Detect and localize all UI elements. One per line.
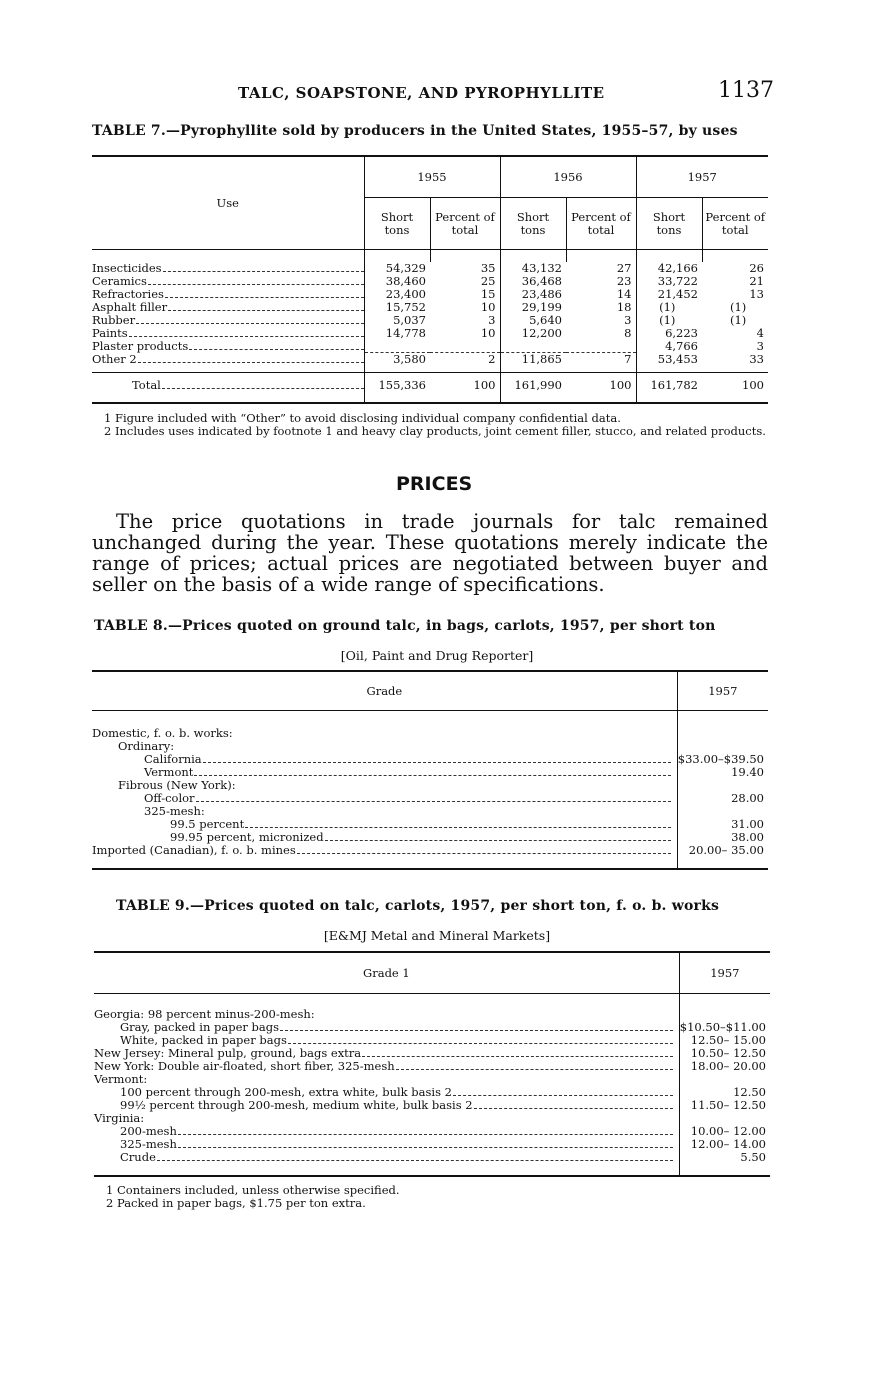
- table9-value: 5.50: [679, 1151, 770, 1164]
- table7-cell: 161,990: [500, 372, 566, 403]
- table9-value: [679, 1112, 770, 1125]
- table7-cell: 53,453: [636, 353, 702, 367]
- table7-cell: 100: [473, 377, 496, 392]
- table7-col-short-tons: Short tons: [636, 198, 702, 250]
- table8-label: 99.5 percent: [170, 816, 245, 831]
- table8-value: [677, 740, 768, 753]
- table9-value: 12.50– 15.00: [679, 1034, 770, 1047]
- table7-cell: 29,199: [500, 301, 566, 314]
- table-row: [92, 753, 768, 766]
- table7-cell: (1): [730, 312, 747, 327]
- table9-value: 18.00– 20.00: [679, 1060, 770, 1073]
- table7-use: Refractories: [92, 286, 164, 301]
- table7-use: Asphalt filler: [92, 299, 168, 314]
- page-number: 1137: [718, 78, 774, 103]
- table7-cell: 5,037: [364, 314, 430, 327]
- table7-cell: 15,752: [364, 301, 430, 314]
- table7-year-1957: 1957: [636, 156, 768, 198]
- footnote: 1 Figure included with “Other” to avoid disclosing individual company confidential data.: [104, 411, 621, 425]
- table8-caption: TABLE 8.—Prices quoted on ground talc, in bags, carlots, 1957, per short ton: [94, 618, 716, 634]
- table7-cell: 26: [749, 260, 764, 275]
- table7-col-percent: Percent of total: [430, 198, 500, 250]
- table7-cell: 36,468: [500, 275, 566, 288]
- table7-cell: 21: [749, 273, 764, 288]
- table-row: [92, 301, 768, 314]
- footnote: 1 Containers included, unless otherwise specified.: [106, 1183, 400, 1197]
- table8-label: Ordinary:: [118, 738, 175, 753]
- table7-cell: 54,329: [364, 262, 430, 275]
- table7-col-percent: Percent of total: [566, 198, 636, 250]
- table8-value: [677, 727, 768, 740]
- table9-caption: TABLE 9.—Prices quoted on talc, carlots, 1957, per short ton, f. o. b. works: [116, 898, 720, 914]
- table7-total-label: Total: [132, 377, 161, 392]
- table-row: [92, 740, 768, 753]
- table7-cell: 10: [480, 299, 496, 314]
- table8-value: 38.00: [677, 831, 768, 844]
- table7-cell: 14,778: [364, 327, 430, 340]
- table7-cell: 15: [480, 286, 496, 301]
- table8-label: 325-mesh:: [144, 803, 205, 818]
- table7-cell: 6,223: [636, 327, 702, 340]
- table-total-row: [92, 372, 768, 403]
- table9-label: Vermont:: [94, 1071, 148, 1086]
- table7-cell: (1): [730, 299, 747, 314]
- table7-use: Other 2: [92, 351, 137, 366]
- table7-cell: 3: [488, 312, 496, 327]
- table7-cell: 42,166: [636, 262, 702, 275]
- table7-col-short-tons: Short tons: [364, 198, 430, 250]
- table9-value: 10.50– 12.50: [679, 1047, 770, 1060]
- table7-cell: 12,200: [500, 327, 566, 340]
- table7-caption: TABLE 7.—Pyrophyllite sold by producers in the United States, 1955–57, by uses: [92, 123, 738, 139]
- table-row: [92, 727, 768, 740]
- table7-use: Ceramics: [92, 273, 147, 288]
- running-title: TALC, SOAPSTONE, AND PYROPHYLLITE: [238, 84, 605, 102]
- table-row: [94, 1112, 770, 1125]
- table7-cell: 25: [480, 273, 496, 288]
- table7-cell: 155,336: [364, 372, 430, 403]
- table7-cell: 100: [742, 377, 764, 392]
- table-row: [92, 275, 768, 288]
- table9-value: $10.50–$11.00: [679, 1021, 770, 1034]
- table8-label: California: [144, 751, 202, 766]
- table7-use: Paints: [92, 325, 128, 340]
- table7-cell: 100: [609, 377, 632, 392]
- table8-label: 99.95 percent, micronized: [170, 829, 324, 844]
- table-row: [94, 1151, 770, 1164]
- table8-col-year: 1957: [677, 671, 768, 711]
- table7-cell: 3: [624, 312, 632, 327]
- table-row: [94, 1138, 770, 1151]
- table9-source: [E&MJ Metal and Mineral Markets]: [323, 928, 551, 943]
- table8-label: Vermont: [144, 764, 194, 779]
- table7-footnotes: [92, 412, 768, 438]
- table7-cell: 23: [616, 273, 632, 288]
- table-row: [94, 1034, 770, 1047]
- table7-cell: (1): [636, 301, 702, 314]
- table7-cell: 23,486: [500, 288, 566, 301]
- table7-year-1956: 1956: [500, 156, 636, 198]
- table-row: [92, 844, 768, 857]
- table7-cell: 13: [749, 286, 764, 301]
- table9-label: 200-mesh: [120, 1123, 177, 1138]
- table7-cell: 2: [430, 353, 500, 367]
- table7-cell: 33: [749, 351, 764, 366]
- table8-value: 28.00: [677, 792, 768, 805]
- table9-label: 99½ percent through 200-mesh, medium white, bulk basis 2: [120, 1097, 473, 1112]
- table8-label: Fibrous (New York):: [118, 777, 236, 792]
- table8-source: [Oil, Paint and Drug Reporter]: [340, 648, 534, 663]
- table7-use: Insecticides: [92, 260, 162, 275]
- table-row: [94, 1125, 770, 1138]
- table7-cell: 3: [756, 338, 764, 353]
- table8-value: [677, 805, 768, 818]
- table9-label: Virginia:: [94, 1110, 145, 1125]
- table-row: [92, 779, 768, 792]
- table7-cell: 7: [566, 353, 636, 367]
- table9-label: New Jersey: Mineral pulp, ground, bags extra: [94, 1045, 362, 1060]
- table-row: [92, 353, 768, 367]
- table-row: [94, 1008, 770, 1021]
- table8-value: [677, 779, 768, 792]
- table7-use-header: Use: [92, 156, 364, 250]
- table9-label: Gray, packed in paper bags: [120, 1019, 280, 1034]
- table7-cell: 38,460: [364, 275, 430, 288]
- table-row: [92, 805, 768, 818]
- table9-label: New York: Double air-floated, short fiber, 325-mesh: [94, 1058, 395, 1073]
- footnote: 2 Packed in paper bags, $1.75 per ton extra.: [106, 1196, 366, 1210]
- table9-value: 12.00– 14.00: [679, 1138, 770, 1151]
- table7-use: Rubber: [92, 312, 136, 327]
- table8-value: $33.00–$39.50: [677, 753, 768, 766]
- table7-cell: [566, 340, 636, 353]
- table9-label: 325-mesh: [120, 1136, 177, 1151]
- table8-value: 31.00: [677, 818, 768, 831]
- table8-label: Imported (Canadian), f. o. b. mines: [92, 842, 296, 857]
- table7-cell: 10: [480, 325, 496, 340]
- table8-value: 20.00– 35.00: [677, 844, 768, 857]
- table7-cell: 18: [616, 299, 632, 314]
- table8-col-grade: Grade: [92, 671, 677, 711]
- table7: [92, 155, 768, 404]
- table7-cell: 5,640: [500, 314, 566, 327]
- table9-value: 12.50: [679, 1086, 770, 1099]
- table-row: [92, 262, 768, 275]
- table-row: [92, 327, 768, 340]
- table9-value: [679, 1008, 770, 1021]
- table7-cell: 161,782: [636, 372, 702, 403]
- table7-cell: 33,722: [636, 275, 702, 288]
- table9-footnotes: [106, 1184, 766, 1210]
- table8: [92, 670, 768, 870]
- table9-value: 10.00– 12.00: [679, 1125, 770, 1138]
- table9-label: 100 percent through 200-mesh, extra white, bulk basis 2: [120, 1084, 452, 1099]
- table7-cell: 27: [616, 260, 632, 275]
- table7-cell: 23,400: [364, 288, 430, 301]
- table-row: [92, 818, 768, 831]
- table7-cell: [364, 340, 430, 353]
- table9-col-grade: Grade 1: [94, 952, 679, 994]
- table7-year-1955: 1955: [364, 156, 500, 198]
- table9-value: [679, 1073, 770, 1086]
- table-row: [92, 340, 768, 353]
- table9-label: White, packed in paper bags: [120, 1032, 287, 1047]
- table7-cell: (1): [636, 314, 702, 327]
- table7-cell: 4: [756, 325, 764, 340]
- table8-label: Domestic, f. o. b. works:: [92, 725, 233, 740]
- table7-cell: 14: [616, 286, 632, 301]
- table9-value: 11.50– 12.50: [679, 1099, 770, 1112]
- table-row: [94, 1073, 770, 1086]
- table7-col-percent: Percent of total: [702, 198, 768, 250]
- table9-label: Crude: [120, 1149, 156, 1164]
- table-row: [92, 314, 768, 327]
- table7-cell: 8: [624, 325, 632, 340]
- table7-cell: 3,580: [364, 353, 430, 367]
- table-row: [94, 1021, 770, 1034]
- table7-use: Plaster products: [92, 338, 189, 353]
- table7-col-short-tons: Short tons: [500, 198, 566, 250]
- footnote: 2 Includes uses indicated by footnote 1 and heavy clay products, joint cement filler, stucco, and related products.: [104, 424, 766, 438]
- table-row: [92, 831, 768, 844]
- prices-paragraph: The price quotations in trade journals for talc remained unchanged during the year. These quotations merely indicate the range of prices; actual prices are negotiated between buyer and seller on the basis of a wide range of specifications.: [92, 510, 768, 596]
- section-heading-prices: PRICES: [396, 473, 473, 495]
- table7-cell: 35: [480, 260, 496, 275]
- table9-label: Georgia: 98 percent minus-200-mesh:: [94, 1006, 315, 1021]
- table7-cell: 21,452: [636, 288, 702, 301]
- table7-cell: 11,865: [500, 353, 566, 367]
- table-row: [94, 1060, 770, 1073]
- table9-col-year: 1957: [679, 952, 770, 994]
- table7-cell: 4,766: [636, 340, 702, 353]
- table7-cell: [500, 340, 566, 353]
- table8-label: Off-color: [144, 790, 195, 805]
- table7-cell: [430, 340, 500, 353]
- table-row: [94, 1047, 770, 1060]
- table7-cell: 43,132: [500, 262, 566, 275]
- table-row: [92, 288, 768, 301]
- table9: [94, 951, 770, 1177]
- table8-value: 19.40: [677, 766, 768, 779]
- table-row: [94, 1099, 770, 1112]
- table-row: [94, 1086, 770, 1099]
